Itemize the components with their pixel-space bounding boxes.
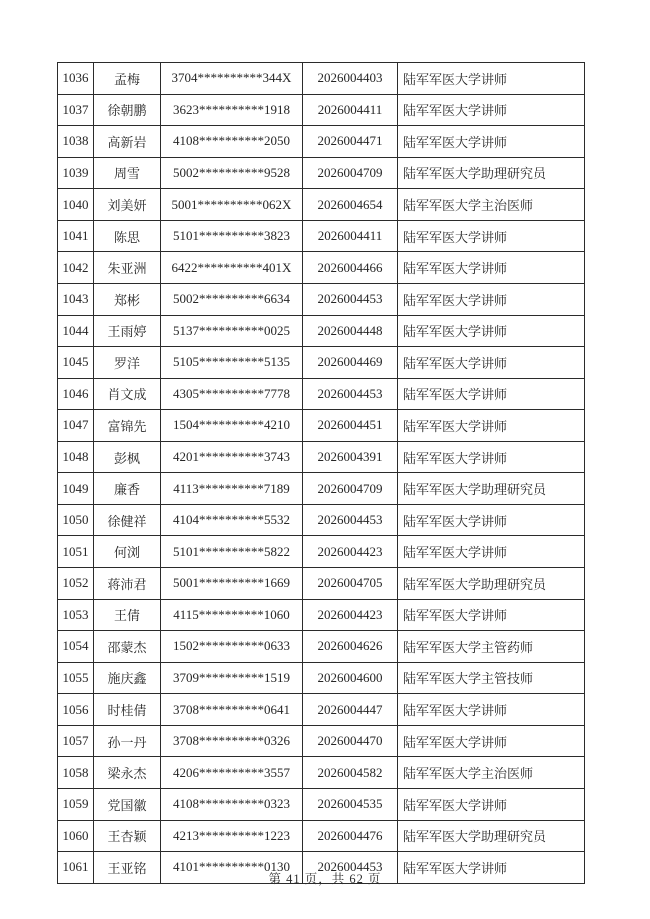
table-row xyxy=(58,315,585,347)
cell-title: 陆军军医大学主治医师 xyxy=(398,757,585,789)
cell-serial: 1057 xyxy=(58,725,94,757)
table-row xyxy=(58,157,585,189)
cell-serial: 1037 xyxy=(58,94,94,126)
cell-code: 2026004654 xyxy=(303,189,398,221)
cell-title: 陆军军医大学讲师 xyxy=(398,220,585,252)
cell-name: 陈思 xyxy=(94,220,161,252)
cell-code: 2026004476 xyxy=(303,820,398,852)
cell-id-masked: 1502**********0633 xyxy=(161,631,303,663)
cell-code: 2026004448 xyxy=(303,315,398,347)
roster-table-body xyxy=(58,63,585,884)
cell-code: 2026004423 xyxy=(303,599,398,631)
cell-code: 2026004705 xyxy=(303,568,398,600)
cell-title: 陆军军医大学讲师 xyxy=(398,725,585,757)
cell-code: 2026004453 xyxy=(303,852,398,884)
cell-id-masked: 4305**********7778 xyxy=(161,378,303,410)
cell-serial: 1050 xyxy=(58,504,94,536)
cell-code: 2026004453 xyxy=(303,378,398,410)
cell-code: 2026004709 xyxy=(303,157,398,189)
cell-id-masked: 4113**********7189 xyxy=(161,473,303,505)
cell-serial: 1060 xyxy=(58,820,94,852)
cell-id-masked: 3623**********1918 xyxy=(161,94,303,126)
cell-name: 王雨婷 xyxy=(94,315,161,347)
cell-title: 陆军军医大学助理研究员 xyxy=(398,820,585,852)
cell-code: 2026004411 xyxy=(303,94,398,126)
table-row xyxy=(58,694,585,726)
cell-name: 孙一丹 xyxy=(94,725,161,757)
table-row xyxy=(58,252,585,284)
cell-id-masked: 3708**********0326 xyxy=(161,725,303,757)
cell-title: 陆军军医大学助理研究员 xyxy=(398,473,585,505)
cell-serial: 1044 xyxy=(58,315,94,347)
cell-title: 陆军军医大学讲师 xyxy=(398,315,585,347)
cell-id-masked: 5105**********5135 xyxy=(161,347,303,379)
cell-code: 2026004600 xyxy=(303,662,398,694)
cell-code: 2026004451 xyxy=(303,410,398,442)
cell-name: 富锦先 xyxy=(94,410,161,442)
cell-name: 徐朝鹏 xyxy=(94,94,161,126)
table-row xyxy=(58,662,585,694)
cell-serial: 1061 xyxy=(58,852,94,884)
cell-serial: 1046 xyxy=(58,378,94,410)
cell-name: 王倩 xyxy=(94,599,161,631)
cell-id-masked: 4108**********0323 xyxy=(161,788,303,820)
table-row xyxy=(58,441,585,473)
cell-title: 陆军军医大学主管药师 xyxy=(398,631,585,663)
table-row xyxy=(58,631,585,663)
cell-serial: 1059 xyxy=(58,788,94,820)
cell-title: 陆军军医大学讲师 xyxy=(398,347,585,379)
table-row xyxy=(58,568,585,600)
cell-code: 2026004447 xyxy=(303,694,398,726)
table-row xyxy=(58,599,585,631)
cell-serial: 1047 xyxy=(58,410,94,442)
table-row xyxy=(58,378,585,410)
cell-name: 党国徽 xyxy=(94,788,161,820)
cell-id-masked: 1504**********4210 xyxy=(161,410,303,442)
cell-serial: 1038 xyxy=(58,126,94,158)
cell-title: 陆军军医大学助理研究员 xyxy=(398,568,585,600)
cell-name: 孟梅 xyxy=(94,63,161,95)
cell-code: 2026004471 xyxy=(303,126,398,158)
cell-id-masked: 4104**********5532 xyxy=(161,504,303,536)
cell-name: 王杏颖 xyxy=(94,820,161,852)
cell-name: 何浏 xyxy=(94,536,161,568)
table-row xyxy=(58,788,585,820)
cell-code: 2026004453 xyxy=(303,504,398,536)
cell-title: 陆军军医大学讲师 xyxy=(398,126,585,158)
cell-name: 刘美妍 xyxy=(94,189,161,221)
cell-name: 时桂倩 xyxy=(94,694,161,726)
cell-id-masked: 5002**********9528 xyxy=(161,157,303,189)
cell-id-masked: 4213**********1223 xyxy=(161,820,303,852)
cell-name: 罗洋 xyxy=(94,347,161,379)
cell-name: 朱亚洲 xyxy=(94,252,161,284)
cell-title: 陆军军医大学讲师 xyxy=(398,63,585,95)
cell-title: 陆军军医大学讲师 xyxy=(398,410,585,442)
cell-id-masked: 3704**********344X xyxy=(161,63,303,95)
cell-id-masked: 3709**********1519 xyxy=(161,662,303,694)
cell-name: 彭枫 xyxy=(94,441,161,473)
cell-serial: 1043 xyxy=(58,283,94,315)
cell-title: 陆军军医大学讲师 xyxy=(398,599,585,631)
cell-id-masked: 4101**********0130 xyxy=(161,852,303,884)
cell-name: 周雪 xyxy=(94,157,161,189)
table-row xyxy=(58,347,585,379)
cell-name: 邵蒙杰 xyxy=(94,631,161,663)
cell-serial: 1045 xyxy=(58,347,94,379)
cell-id-masked: 5001**********1669 xyxy=(161,568,303,600)
table-row xyxy=(58,283,585,315)
table-row xyxy=(58,757,585,789)
table-row xyxy=(58,820,585,852)
cell-serial: 1052 xyxy=(58,568,94,600)
cell-id-masked: 4206**********3557 xyxy=(161,757,303,789)
cell-title: 陆军军医大学讲师 xyxy=(398,252,585,284)
cell-title: 陆军军医大学讲师 xyxy=(398,504,585,536)
table-row xyxy=(58,126,585,158)
cell-serial: 1036 xyxy=(58,63,94,95)
table-row xyxy=(58,725,585,757)
cell-serial: 1051 xyxy=(58,536,94,568)
table-row xyxy=(58,410,585,442)
cell-name: 王亚铭 xyxy=(94,852,161,884)
cell-code: 2026004423 xyxy=(303,536,398,568)
cell-id-masked: 3708**********0641 xyxy=(161,694,303,726)
cell-title: 陆军军医大学讲师 xyxy=(398,94,585,126)
cell-title: 陆军军医大学讲师 xyxy=(398,283,585,315)
cell-id-masked: 5101**********5822 xyxy=(161,536,303,568)
cell-name: 蒋沛君 xyxy=(94,568,161,600)
cell-code: 2026004411 xyxy=(303,220,398,252)
cell-serial: 1056 xyxy=(58,694,94,726)
cell-title: 陆军军医大学讲师 xyxy=(398,694,585,726)
cell-id-masked: 5101**********3823 xyxy=(161,220,303,252)
cell-serial: 1039 xyxy=(58,157,94,189)
cell-serial: 1054 xyxy=(58,631,94,663)
cell-serial: 1053 xyxy=(58,599,94,631)
cell-serial: 1058 xyxy=(58,757,94,789)
cell-code: 2026004403 xyxy=(303,63,398,95)
cell-title: 陆军军医大学主治医师 xyxy=(398,189,585,221)
cell-code: 2026004391 xyxy=(303,441,398,473)
table-row xyxy=(58,220,585,252)
cell-title: 陆军军医大学讲师 xyxy=(398,852,585,884)
cell-code: 2026004466 xyxy=(303,252,398,284)
cell-name: 廉香 xyxy=(94,473,161,505)
cell-serial: 1040 xyxy=(58,189,94,221)
cell-name: 高新岩 xyxy=(94,126,161,158)
cell-name: 郑彬 xyxy=(94,283,161,315)
cell-code: 2026004469 xyxy=(303,347,398,379)
cell-name: 肖文成 xyxy=(94,378,161,410)
cell-title: 陆军军医大学讲师 xyxy=(398,536,585,568)
cell-title: 陆军军医大学主管技师 xyxy=(398,662,585,694)
roster-table xyxy=(57,62,585,884)
cell-title: 陆军军医大学讲师 xyxy=(398,378,585,410)
cell-name: 施庆鑫 xyxy=(94,662,161,694)
page-footer xyxy=(0,869,650,887)
page-number-text: 第 41 页，共 62 页 xyxy=(268,872,382,886)
cell-code: 2026004582 xyxy=(303,757,398,789)
cell-code: 2026004453 xyxy=(303,283,398,315)
cell-id-masked: 4201**********3743 xyxy=(161,441,303,473)
cell-id-masked: 4108**********2050 xyxy=(161,126,303,158)
cell-id-masked: 5002**********6634 xyxy=(161,283,303,315)
cell-id-masked: 5001**********062X xyxy=(161,189,303,221)
cell-code: 2026004626 xyxy=(303,631,398,663)
cell-id-masked: 4115**********1060 xyxy=(161,599,303,631)
table-row xyxy=(58,473,585,505)
cell-name: 徐健祥 xyxy=(94,504,161,536)
cell-id-masked: 5137**********0025 xyxy=(161,315,303,347)
table-row xyxy=(58,189,585,221)
cell-code: 2026004535 xyxy=(303,788,398,820)
cell-name: 梁永杰 xyxy=(94,757,161,789)
table-row xyxy=(58,536,585,568)
cell-serial: 1048 xyxy=(58,441,94,473)
table-row xyxy=(58,63,585,95)
cell-serial: 1041 xyxy=(58,220,94,252)
cell-code: 2026004470 xyxy=(303,725,398,757)
cell-title: 陆军军医大学讲师 xyxy=(398,441,585,473)
cell-title: 陆军军医大学助理研究员 xyxy=(398,157,585,189)
table-row xyxy=(58,504,585,536)
cell-serial: 1055 xyxy=(58,662,94,694)
cell-serial: 1042 xyxy=(58,252,94,284)
cell-serial: 1049 xyxy=(58,473,94,505)
cell-title: 陆军军医大学讲师 xyxy=(398,788,585,820)
cell-id-masked: 6422**********401X xyxy=(161,252,303,284)
cell-code: 2026004709 xyxy=(303,473,398,505)
table-row xyxy=(58,94,585,126)
